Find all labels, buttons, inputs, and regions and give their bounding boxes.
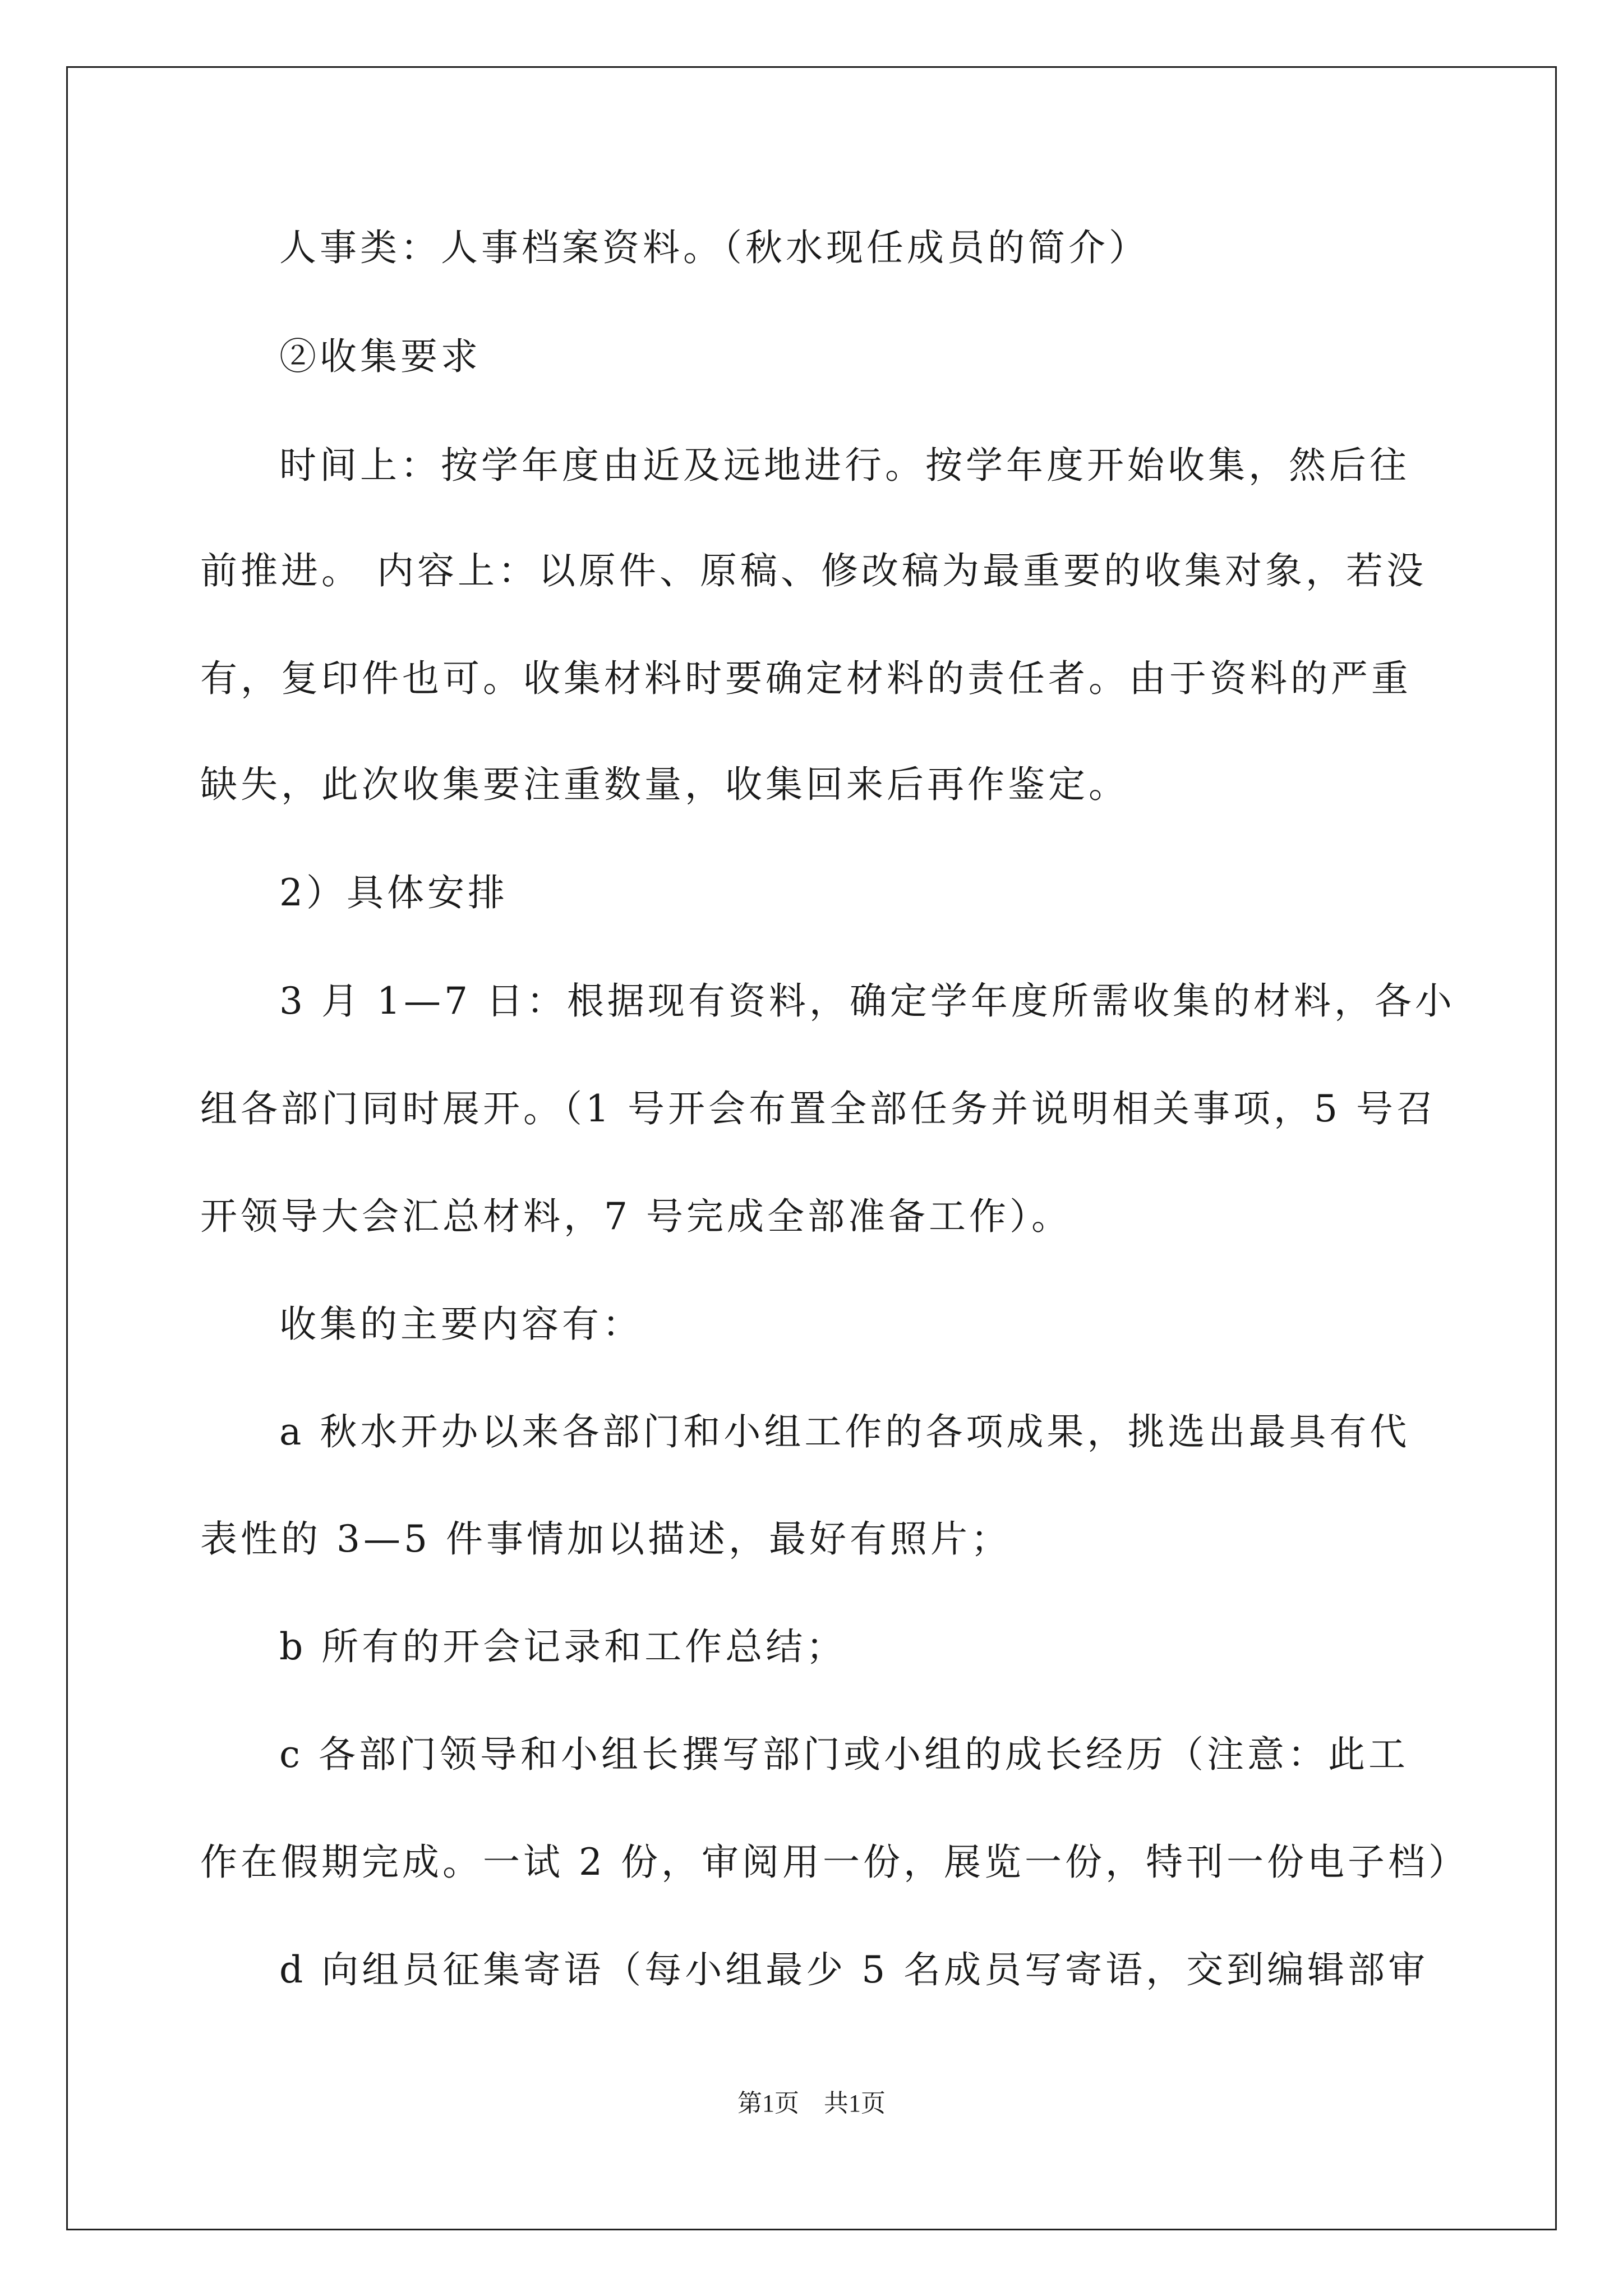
paragraph-line: 有，复印件也可。收集材料时要确定材料的责任者。由于资料的严重 bbox=[200, 657, 1412, 700]
section-heading: 2）具体安排 bbox=[279, 871, 508, 914]
list-item-c: c 各部门领导和小组长撰写部门或小组的成长经历（注意：此工 bbox=[279, 1733, 1409, 1776]
page-footer bbox=[0, 2087, 1623, 2120]
list-item-c-cont: 作在假期完成。一试 2 份，审阅用一份，展览一份，特刊一份电子档） bbox=[200, 1841, 1469, 1884]
paragraph-line: 3 月 1—7 日：根据现有资料，确定学年度所需收集的材料，各小 bbox=[279, 979, 1455, 1023]
list-item-b: b 所有的开会记录和工作总结； bbox=[279, 1625, 847, 1668]
paragraph-line: 时间上：按学年度由近及远地进行。按学年度开始收集，然后往 bbox=[279, 444, 1410, 487]
section-heading: ②收集要求 bbox=[279, 335, 481, 378]
paragraph-line: 缺失，此次收集要注重数量，收集回来后再作鉴定。 bbox=[200, 763, 1129, 806]
paragraph-line: 组各部门同时展开。（1 号开会布置全部任务并说明相关事项，5 号召 bbox=[200, 1087, 1437, 1130]
paragraph-line: 人事类：人事档案资料。（秋水现任成员的简介） bbox=[279, 226, 1149, 269]
list-item-a-cont: 表性的 3—5 件事情加以描述，最好有照片； bbox=[200, 1517, 1011, 1561]
page-border bbox=[66, 66, 1557, 2230]
page-number: 第1页 bbox=[737, 2090, 799, 2117]
list-item-a: a 秋水开办以来各部门和小组工作的各项成果，挑选出最具有代 bbox=[279, 1410, 1410, 1453]
paragraph-line: 开领导大会汇总材料，7 号完成全部准备工作）。 bbox=[200, 1195, 1072, 1238]
list-item-d: d 向组员征集寄语（每小组最少 5 名成员写寄语，交到编辑部审 bbox=[279, 1948, 1429, 1991]
paragraph-line: 收集的主要内容有： bbox=[279, 1303, 643, 1346]
page-total: 共1页 bbox=[824, 2090, 886, 2117]
paragraph-line: 前推进。 内容上：以原件、原稿、修改稿为最重要的收集对象，若没 bbox=[200, 549, 1427, 592]
